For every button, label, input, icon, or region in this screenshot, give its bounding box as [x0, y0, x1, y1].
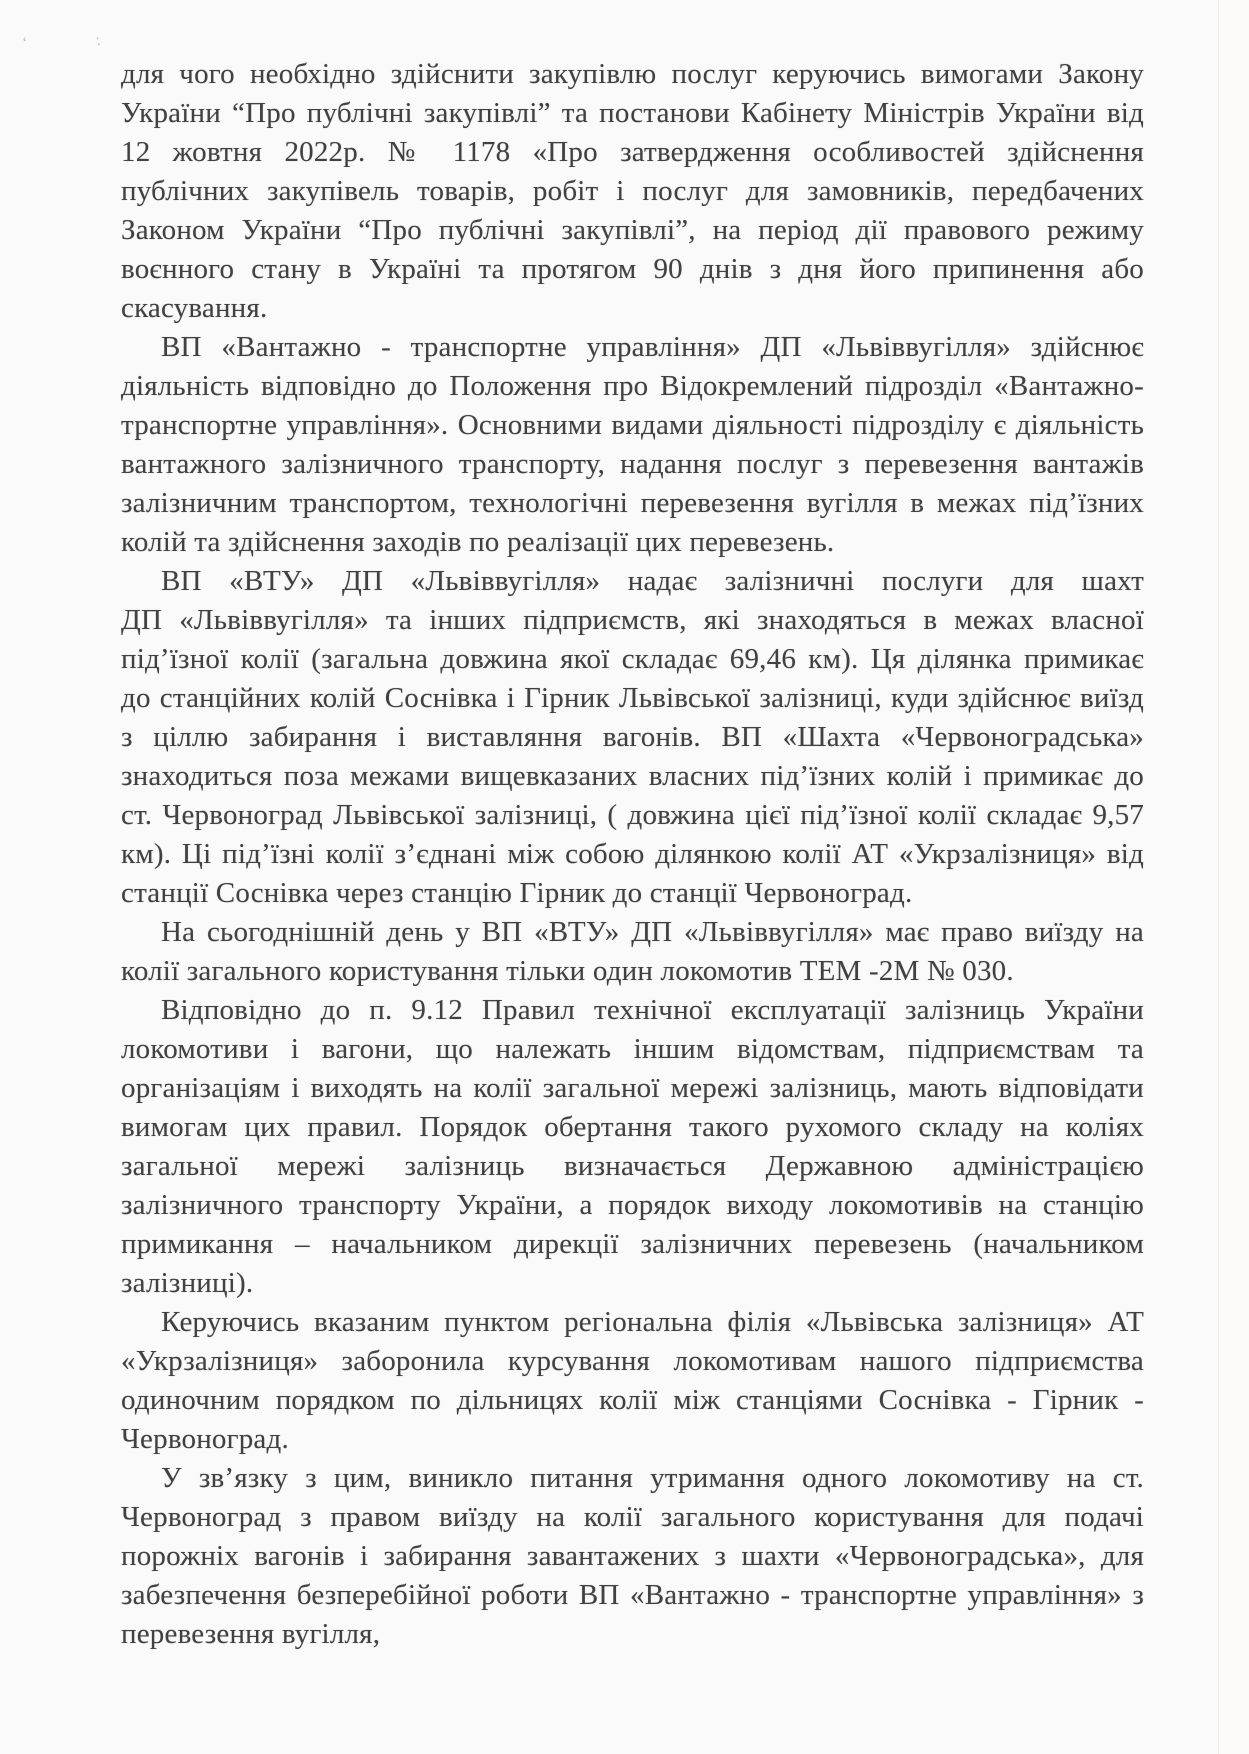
paragraph — [121, 991, 1144, 1303]
text-line: вантажного залізничного транспорту, надання послуг з перевезення вантажів — [121, 448, 1144, 480]
text-line: з ціллю забирання і виставляння вагонів. ВП «Шахта «Червоноградська» — [121, 721, 1144, 753]
text-line: загальної мережі залізниць визначається Державною адміністрацією — [121, 1150, 1144, 1182]
text-line: знаходиться поза межами вищевказаних власних під’їзних колій і примикає до — [121, 760, 1144, 792]
text-line: Відповідно до п. 9.12 Правил технічної експлуатації залізниць України — [161, 994, 1144, 1026]
text-line: колій та здійснення заходів по реалізації цих перевезень. — [121, 526, 835, 558]
text-line: Законом України “Про публічні закупівлі”, на період дії правового режиму — [121, 214, 1144, 246]
text-line: скасування. — [121, 292, 268, 324]
paragraph — [121, 1459, 1144, 1654]
text-line: залізничним транспортом, технологічні перевезення вугілля в межах під’їзних — [121, 487, 1144, 519]
text-line: Червоноград з правом виїзду на колії загального користування для подачі — [121, 1501, 1144, 1533]
text-line: ВП «Вантажно - транспортне управління» ДП «Львіввугілля» здійснює — [161, 331, 1144, 363]
text-line: ст. Червоноград Львівської залізниці, ( довжина цієї під’їзної колії складає 9,57 — [121, 799, 1144, 831]
text-line: 12 жовтня 2022р. № 1178 «Про затвердження особливостей здійснення — [121, 136, 1144, 168]
text-line: На сьогоднішній день у ВП «ВТУ» ДП «Львіввугілля» має право виїзду на — [161, 916, 1144, 948]
scan-edge-band — [1218, 0, 1249, 1754]
text-line: публічних закупівель товарів, робіт і послуг для замовників, передбачених — [121, 175, 1144, 207]
text-line: «Укрзалізниця» заборонила курсування локомотивам нашого підприємства — [121, 1345, 1144, 1377]
text-line: діяльність відповідно до Положення про Відокремлений підрозділ «Вантажно- — [121, 370, 1144, 402]
paragraph — [121, 1303, 1144, 1459]
document-text-block — [121, 55, 1144, 1654]
scan-speck: ː — [94, 31, 103, 50]
text-line: ВП «ВТУ» ДП «Львіввугілля» надає залізничні послуги для шахт — [161, 565, 1144, 597]
text-line: забезпечення безперебійної роботи ВП «Вантажно - транспортне управління» з — [121, 1579, 1144, 1611]
text-line: залізниці). — [121, 1267, 254, 1299]
text-line: примикання – начальником дирекції залізничних перевезень (начальником — [121, 1228, 1144, 1260]
text-line: одиночним порядком по дільницях колії між станціями Соснівка - Гірник - — [121, 1384, 1144, 1416]
text-line: локомотиви і вагони, що належать іншим відомствам, підприємствам та — [121, 1033, 1144, 1065]
paragraph — [121, 55, 1144, 328]
text-line: У зв’язку з цим, виникло питання утримання одного локомотиву на ст. — [161, 1462, 1144, 1494]
text-line: для чого необхідно здійснити закупівлю послуг керуючись вимогами Закону — [121, 58, 1144, 90]
text-line: організаціям і виходять на колії загальної мережі залізниць, мають відповідати — [121, 1072, 1144, 1104]
text-line: транспортне управління». Основними видами діяльності підрозділу є діяльність — [121, 409, 1144, 441]
text-line: залізничного транспорту України, а порядок виходу локомотивів на станцію — [121, 1189, 1144, 1221]
text-line: Керуючись вказаним пунктом регіональна філія «Львівська залізниця» АТ — [161, 1306, 1144, 1338]
text-line: перевезення вугілля, — [121, 1618, 381, 1650]
text-line: станції Соснівка через станцію Гірник до станції Червоноград. — [121, 877, 913, 909]
scan-speck: ʻ — [21, 34, 30, 52]
text-line: вимогам цих правил. Порядок обертання такого рухомого складу на коліях — [121, 1111, 1144, 1143]
text-line: України “Про публічні закупівлі” та постанови Кабінету Міністрів України від — [121, 97, 1144, 129]
paragraph — [121, 562, 1144, 913]
text-line: колії загального користування тільки один локомотив ТЕМ -2М № 030. — [121, 955, 1014, 987]
paragraph — [121, 913, 1144, 991]
text-line: воєнного стану в Україні та протягом 90 днів з дня його припинення або — [121, 253, 1144, 285]
text-line: під’їзної колії (загальна довжина якої складає 69,46 км). Ця ділянка примикає — [121, 643, 1144, 675]
paragraph — [121, 328, 1144, 562]
text-line: порожніх вагонів і забирання завантажених з шахти «Червоноградська», для — [121, 1540, 1144, 1572]
text-line: до станційних колій Соснівка і Гірник Львівської залізниці, куди здійснює виїзд — [121, 682, 1144, 714]
text-line: ДП «Львіввугілля» та інших підприємств, які знаходяться в межах власної — [121, 604, 1144, 636]
text-line: км). Ці під’їзні колії з’єднані між собою ділянкою колії АТ «Укрзалізниця» від — [121, 838, 1144, 870]
text-line: Червоноград. — [121, 1423, 289, 1455]
